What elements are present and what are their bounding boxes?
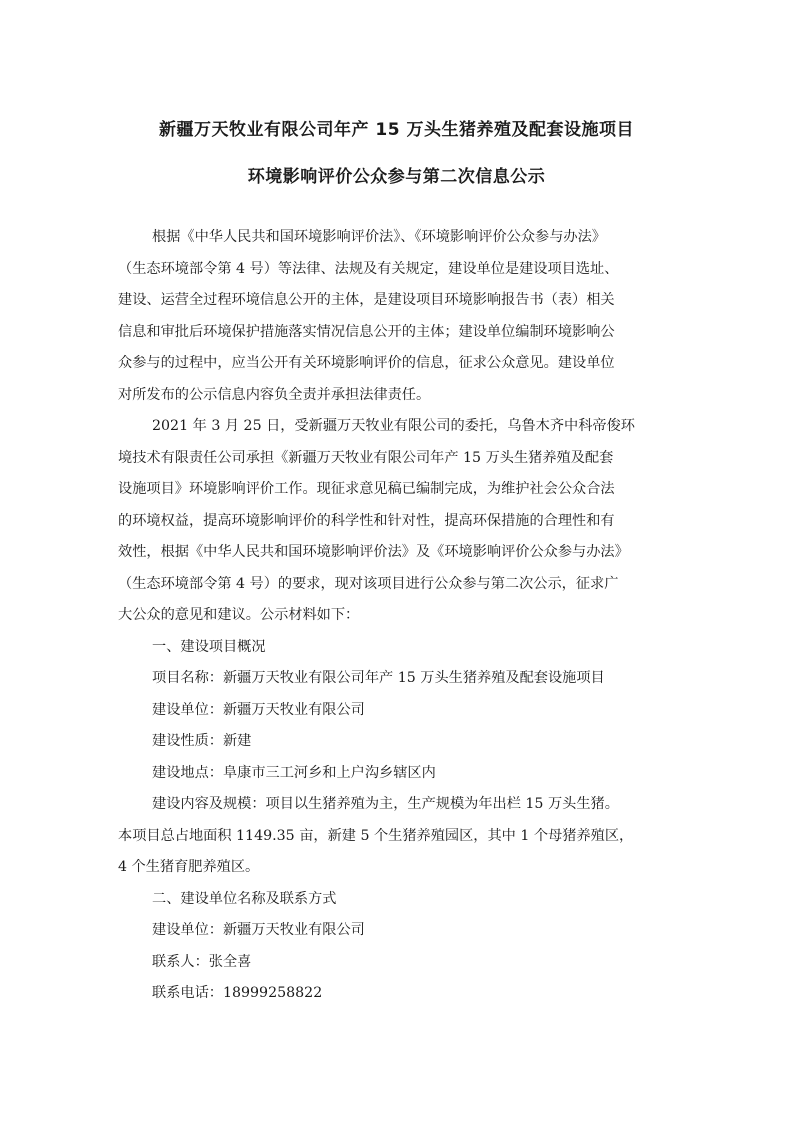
text-line: 4 个生猪育肥养殖区。 [118, 859, 260, 875]
text-line: 根据《中华人民共和国环境影响评价法》、《环境影响评价公众参与办法》 [152, 229, 606, 245]
section-project-overview [118, 632, 678, 884]
text-line: 境技术有限责任公司承担《新疆万天牧业有限公司年产 15 万头生猪养殖及配套 [118, 449, 614, 466]
section-heading: 二、建设单位名称及联系方式 [152, 890, 337, 907]
document-subtitle: 环境影响评价公众参与第二次信息公示 [247, 167, 546, 187]
construction-scope: 建设内容及规模：项目以生猪养殖为主，生产规模为年出栏 15 万头生猪。 [152, 796, 619, 812]
text-line: 2021 年 3 月 25 日，受新疆万天牧业有限公司的委托，乌鲁木齐中科帝俊环 [152, 418, 635, 434]
text-line: 效性，根据《中华人民共和国环境影响评价法》及《环境影响评价公众参与办法》 [118, 544, 629, 560]
text-line: （生态环境部令第 4 号）的要求，现对该项目进行公众参与第二次公示，征求广 [118, 575, 619, 592]
section-heading: 一、建设项目概况 [152, 638, 266, 655]
text-line: 设施项目》环境影响评价工作。现征求意见稿已编制完成，为维护社会公众合法 [118, 481, 615, 497]
document-body [118, 222, 678, 1010]
text-line: （生态环境部令第 4 号）等法律、法规及有关规定，建设单位是建设项目选址、 [118, 260, 619, 277]
contact-unit: 建设单位：新疆万天牧业有限公司 [152, 922, 365, 938]
text-line: 的环境权益，提高环境影响评价的科学性和针对性，提高环保措施的合理性和有 [118, 512, 615, 529]
text-line: 信息和审批后环境保护措施落实情况信息公开的主体；建设单位编制环境影响公 [118, 323, 615, 340]
project-name: 项目名称：新疆万天牧业有限公司年产 15 万头生猪养殖及配套设施项目 [152, 670, 605, 686]
construction-location: 建设地点：阜康市三工河乡和上户沟乡辖区内 [152, 764, 436, 781]
contact-phone: 联系电话：18999258822 [152, 985, 323, 1001]
construction-unit: 建设单位：新疆万天牧业有限公司 [152, 701, 365, 718]
text-line: 本项目总占地面积 1149.35 亩，新建 5 个生猪养殖园区，其中 1 个母猪养殖区， [118, 827, 634, 844]
construction-nature: 建设性质：新建 [152, 733, 252, 749]
text-line: 对所发布的公示信息内容负全责并承担法律责任。 [118, 386, 431, 403]
section-contact-info [118, 884, 678, 1010]
text-line: 大公众的意见和建议。公示材料如下： [118, 607, 360, 623]
paragraph-legal-basis [118, 222, 678, 411]
document-title: 新疆万天牧业有限公司年产 15 万头生猪养殖及配套设施项目 [159, 120, 634, 140]
text-line: 众参与的过程中，应当公开有关环境影响评价的信息，征求公众意见。建设单位 [118, 355, 615, 371]
text-line: 建设、运营全过程环境信息公开的主体，是建设项目环境影响报告书（表）相关 [118, 292, 615, 308]
paragraph-commission [118, 411, 678, 632]
contact-person: 联系人：张全喜 [152, 953, 252, 970]
